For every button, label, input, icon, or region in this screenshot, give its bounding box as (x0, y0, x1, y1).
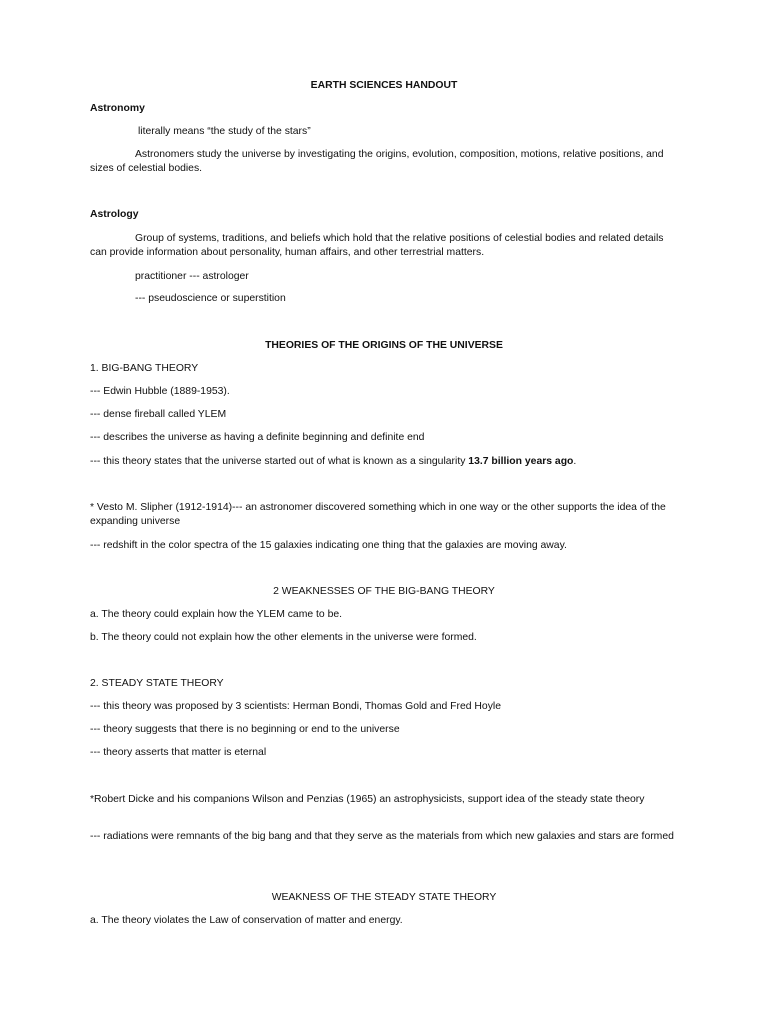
astrology-practitioner: practitioner --- astrologer (135, 271, 249, 282)
big-bang-item: --- dense fireball called YLEM (90, 409, 227, 420)
big-bang-weaknesses-heading: 2 WEAKNESSES OF THE BIG-BANG THEORY (273, 586, 495, 597)
astrology-pseudoscience: --- pseudoscience or superstition (135, 293, 286, 304)
theories-heading: THEORIES OF THE ORIGINS OF THE UNIVERSE (265, 340, 503, 351)
steady-state-item: --- theory asserts that matter is eternal (90, 747, 267, 758)
dicke-note: *Robert Dicke and his companions Wilson and Penzias (1965) an astrophysicists, support idea of the steady state theory (90, 794, 645, 805)
big-bang-item: --- Edwin Hubble (1889-1953). (90, 386, 230, 397)
astronomy-description: Astronomers study the universe by investigating the origins, evolution, composition, motions, relative positions, and sizes of celestial bodies. (90, 149, 664, 174)
big-bang-weakness-a: a. The theory could explain how the YLEM came to be. (90, 609, 343, 620)
radiations-note: --- radiations were remnants of the big bang and that they serve as the materials from which new galaxies and stars are formed (90, 831, 674, 842)
steady-state-weakness-a: a. The theory violates the Law of conservation of matter and energy. (90, 915, 403, 926)
big-bang-weakness-b: b. The theory could not explain how the other elements in the universe were formed. (90, 632, 477, 643)
steady-state-item: --- this theory was proposed by 3 scientists: Herman Bondi, Thomas Gold and Fred Hoyle (90, 701, 501, 712)
big-bang-heading: 1. BIG-BANG THEORY (90, 363, 199, 374)
steady-state-item: --- theory suggests that there is no beginning or end to the universe (90, 724, 400, 735)
big-bang-singularity (90, 455, 680, 469)
steady-state-weakness-heading: WEAKNESS OF THE STEADY STATE THEORY (271, 892, 497, 903)
astronomy-heading: Astronomy (90, 103, 145, 114)
page-title: EARTH SCIENCES HANDOUT (310, 80, 458, 91)
steady-state-heading: 2. STEADY STATE THEORY (90, 678, 224, 689)
singularity-text: --- this theory states that the universe started out of what is known as a singularity (90, 456, 469, 467)
big-bang-item: --- describes the universe as having a definite beginning and definite end (90, 432, 425, 443)
astrology-description: Group of systems, traditions, and beliefs which hold that the relative positions of celestial bodies and related details can provide information about personality, human affairs, and other terrestrial matters. (90, 233, 664, 258)
slipher-note: * Vesto M. Slipher (1912-1914)--- an astronomer discovered something which in one way or the other supports the idea of the expanding universe (90, 502, 666, 527)
astronomy-definition: literally means “the study of the stars” (138, 126, 311, 137)
redshift-note: --- redshift in the color spectra of the 15 galaxies indicating one thing that the galaxies are moving away. (90, 540, 567, 551)
astrology-heading: Astrology (90, 209, 139, 220)
singularity-age: 13.7 billion years ago (468, 456, 574, 467)
singularity-end: . (573, 456, 577, 467)
